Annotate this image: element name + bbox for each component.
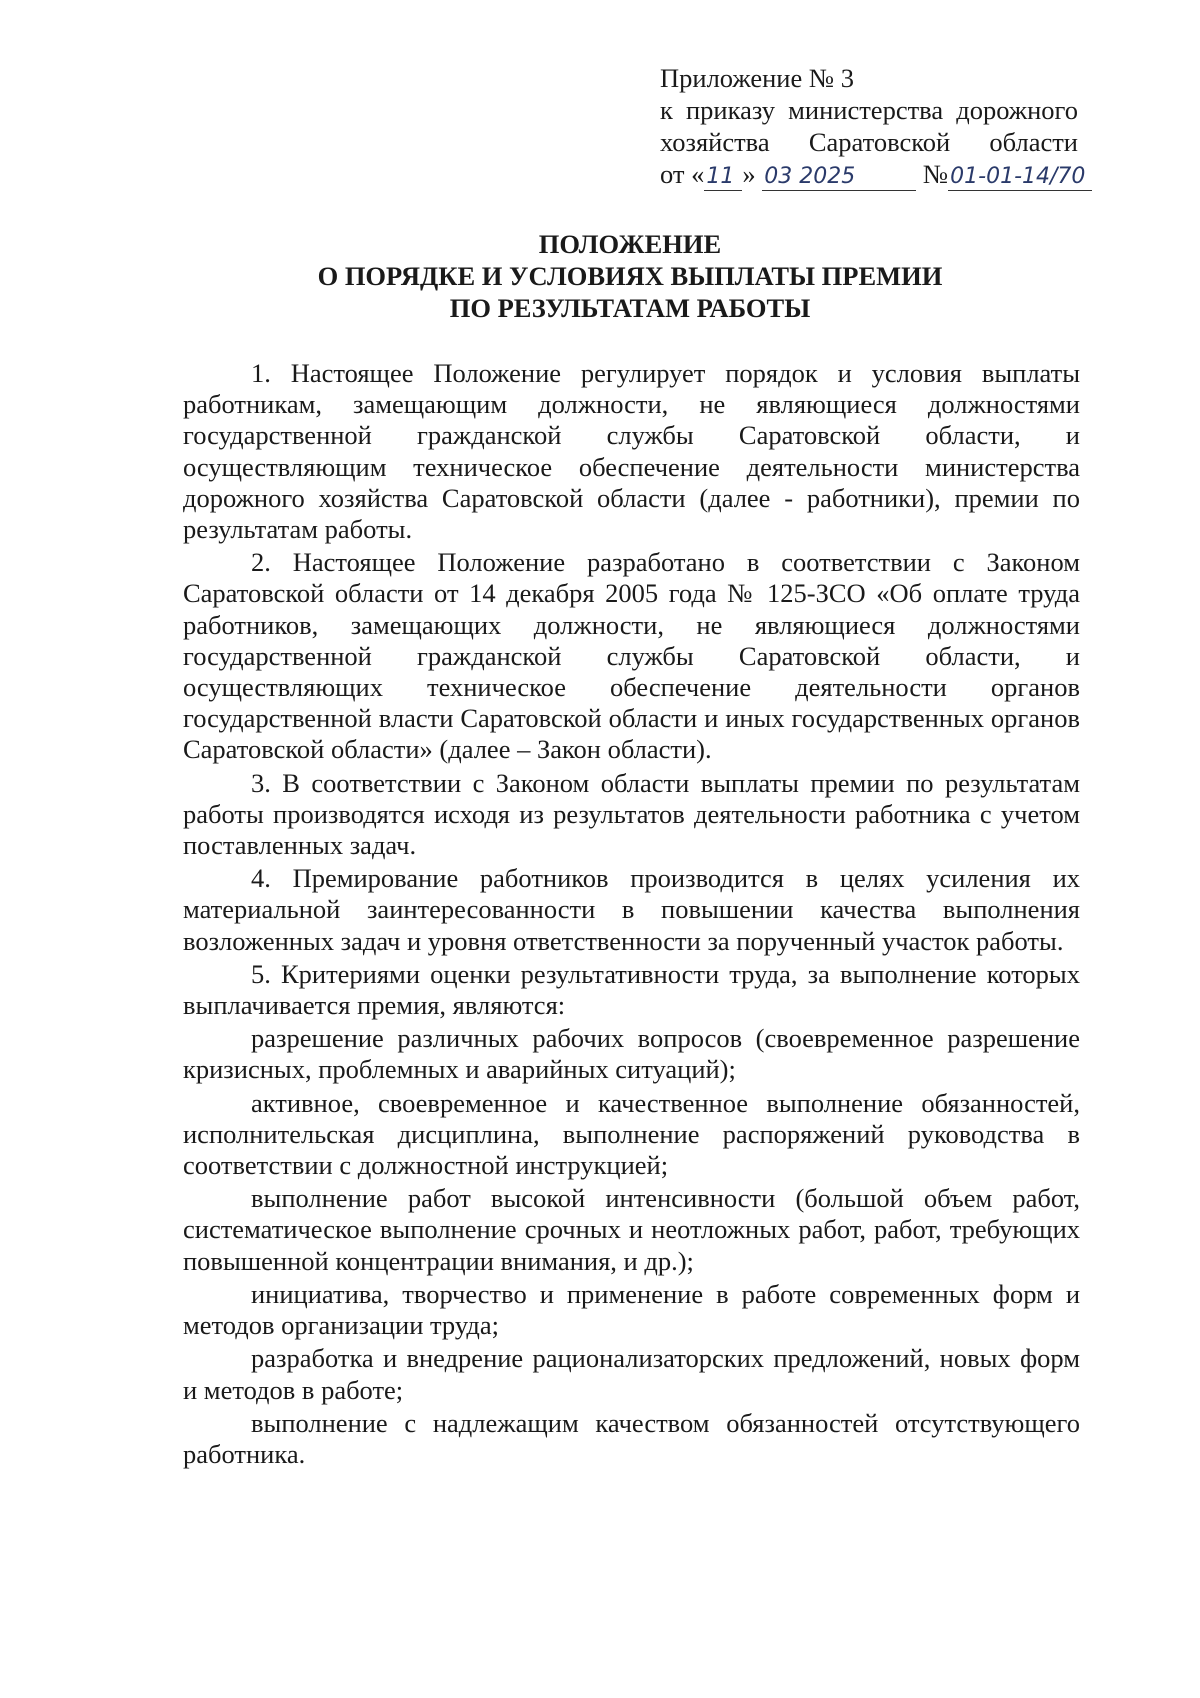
order-date-line bbox=[660, 158, 1086, 191]
criterion-1: разрешение различных рабочих вопросов (своевременное разрешение кризисных, проблемных и аварийных ситуаций); bbox=[183, 1023, 1080, 1085]
paragraph-3: 3. В соответствии с Законом области выплаты премии по результатам работы производятся исходя из результатов деятельности работника с учетом поставленных задач. bbox=[183, 767, 1080, 861]
appendix-order-ref: к приказу министерства дорожного bbox=[660, 95, 1078, 125]
paragraph-5: 5. Критериями оценки результативности труда, за выполнение которых выплачивается премия, являются: bbox=[183, 958, 1080, 1021]
paragraph-4: 4. Премирование работников производится в целях усиления их материальной заинтересованности в повышении качества выполнения возложенных задач и уровня ответственности за порученный участок работы. bbox=[183, 863, 1080, 956]
title-line-1: ПОЛОЖЕНИЕ bbox=[538, 229, 722, 259]
number-prefix: № bbox=[922, 159, 949, 189]
date-prefix: от « bbox=[660, 159, 705, 189]
appendix-ministry: хозяйства Саратовской области bbox=[660, 127, 1078, 157]
title-line-3: ПО РЕЗУЛЬТАТАМ РАБОТЫ bbox=[449, 293, 811, 323]
criterion-6: выполнение с надлежащим качеством обязанностей отсутствующего работника. bbox=[183, 1407, 1080, 1469]
criterion-4: инициатива, творчество и применение в работе современных форм и методов организации труда; bbox=[183, 1278, 1080, 1341]
document-title bbox=[180, 228, 1080, 324]
appendix-number: Приложение № 3 bbox=[660, 63, 855, 93]
appendix-header bbox=[660, 62, 1086, 191]
criterion-3: выполнение работ высокой интенсивности (большой объем работ, систематическое выполнение срочных и неотложных работ, работ, требующих повышенной концентрации внимания, и др.); bbox=[183, 1183, 1080, 1276]
document-body bbox=[183, 356, 1080, 1470]
date-separator: » bbox=[742, 159, 756, 189]
handwritten-order-number: 01-01-14/70 bbox=[948, 164, 1092, 191]
handwritten-day: 11 bbox=[704, 164, 742, 191]
handwritten-month-year: 03 2025 bbox=[762, 164, 916, 191]
criterion-2: активное, своевременное и качественное выполнение обязанностей, исполнительская дисциплина, выполнение распоряжений руководства в соответствии с должностной инструкцией; bbox=[183, 1087, 1080, 1181]
paragraph-2: 2. Настоящее Положение разработано в соответствии с Законом Саратовской области от 14 декабря 2005 года № 125-ЗСО «Об оплате труда работников, замещающих должности, не являющиеся должностями государственной гражданской службы Саратовской области, и осуществляющих техническое обеспечение деятельности органов государственной власти Саратовской области и иных государственных органов Саратовской области» (далее – Закон области). bbox=[183, 547, 1080, 765]
paragraph-1: 1. Настоящее Положение регулирует порядок и условия выплаты работникам, замещающим должности, не являющиеся должностями государственной гражданской службы Саратовской области, и осуществляющим техническое обеспечение деятельности министерства дорожного хозяйства Саратовской области (далее - работники), премии по результатам работы. bbox=[183, 358, 1080, 545]
criterion-5: разработка и внедрение рационализаторских предложений, новых форм и методов в работе; bbox=[183, 1343, 1080, 1405]
title-line-2: О ПОРЯДКЕ И УСЛОВИЯХ ВЫПЛАТЫ ПРЕМИИ bbox=[317, 261, 943, 291]
